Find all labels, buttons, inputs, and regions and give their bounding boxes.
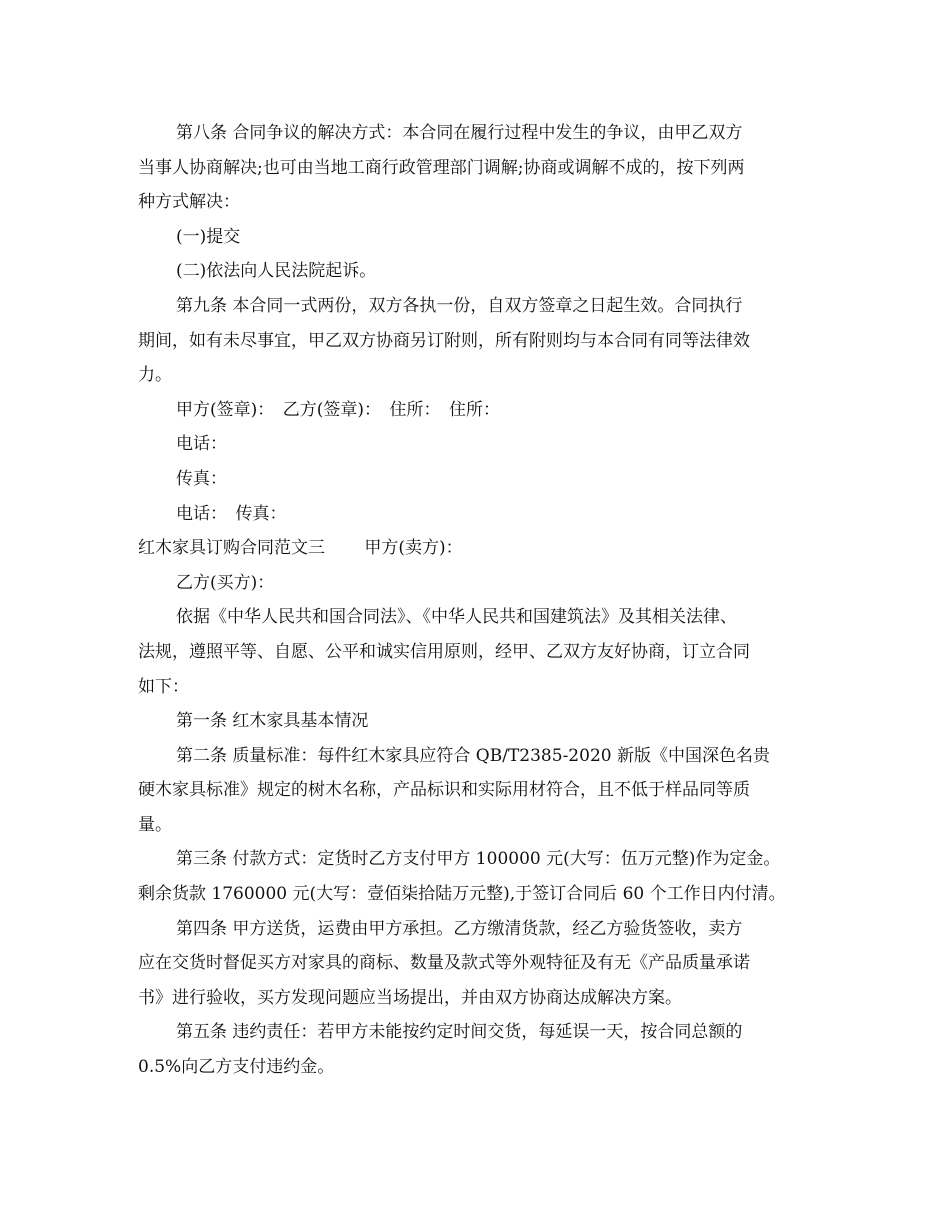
text-line: 硬木家具标准》规定的树木名称，产品标识和实际用材符合，且不低于样品同等质: [138, 780, 750, 801]
signature-line: 甲方(签章)： 乙方(签章)： 住所： 住所：: [176, 399, 501, 420]
text-line: 第四条 甲方送货，运费由甲方承担。乙方缴清货款，经乙方验货签收，卖方: [176, 918, 743, 939]
text-line: 力。: [138, 365, 172, 386]
text-line: 种方式解决：: [138, 192, 240, 213]
text-line: 当事人协商解决;也可由当地工商行政管理部门调解;协商或调解不成的，按下列两: [138, 157, 745, 178]
text-line: 第二条 质量标准：每件红木家具应符合 QB/T2385-2020 新版《中国深色名贵: [176, 745, 770, 766]
text-line: 书》进行验收，买方发现问题应当场提出，并由双方协商达成解决方案。: [138, 987, 682, 1008]
text-line: 剩余货款 1760000 元(大写：壹佰柒拾陆万元整),于签订合同后 60 个工作日内付清。: [138, 884, 786, 905]
text-line: 第五条 违约责任：若甲方未能按约定时间交货，每延误一天，按合同总额的: [176, 1022, 743, 1043]
phone-line: 电话：: [176, 434, 227, 455]
text-line: (二)依法向人民法院起诉。: [176, 261, 377, 282]
text-line: 0.5%向乙方支付违约金。: [138, 1057, 335, 1078]
text-line: 乙方(买方)：: [176, 572, 275, 593]
text-line: 量。: [138, 814, 172, 835]
contract-title-line: 红木家具订购合同范文三 甲方(卖方)：: [138, 538, 463, 559]
text-line: (一)提交: [176, 226, 241, 247]
document-body: [138, 116, 818, 1085]
text-line: 第八条 合同争议的解决方式：本合同在履行过程中发生的争议，由甲乙双方: [176, 123, 743, 143]
text-line: 第一条 红木家具基本情况: [176, 711, 369, 732]
text-line: 期间，如有未尽事宜，甲乙双方协商另订附则，所有附则均与本合同有同等法律效: [138, 330, 750, 351]
fax-line: 传真：: [176, 468, 227, 489]
text-line: 第三条 付款方式：定货时乙方支付甲方 100000 元(大写：伍万元整)作为定金。: [176, 849, 781, 870]
text-line: 第九条 本合同一式两份，双方各执一份，自双方签章之日起生效。合同执行: [176, 295, 743, 316]
phone-fax-line: 电话： 传真：: [176, 503, 287, 524]
text-line: 应在交货时督促买方对家具的商标、数量及款式等外观特征及有无《产品质量承诺: [138, 953, 750, 974]
text-line: 法规，遵照平等、自愿、公平和诚实信用原则，经甲、乙双方友好协商，订立合同: [138, 641, 750, 662]
text-line: 如下：: [138, 676, 189, 697]
text-line: 依据《中华人民共和国合同法》、《中华人民共和国建筑法》及其相关法律、: [176, 607, 737, 628]
